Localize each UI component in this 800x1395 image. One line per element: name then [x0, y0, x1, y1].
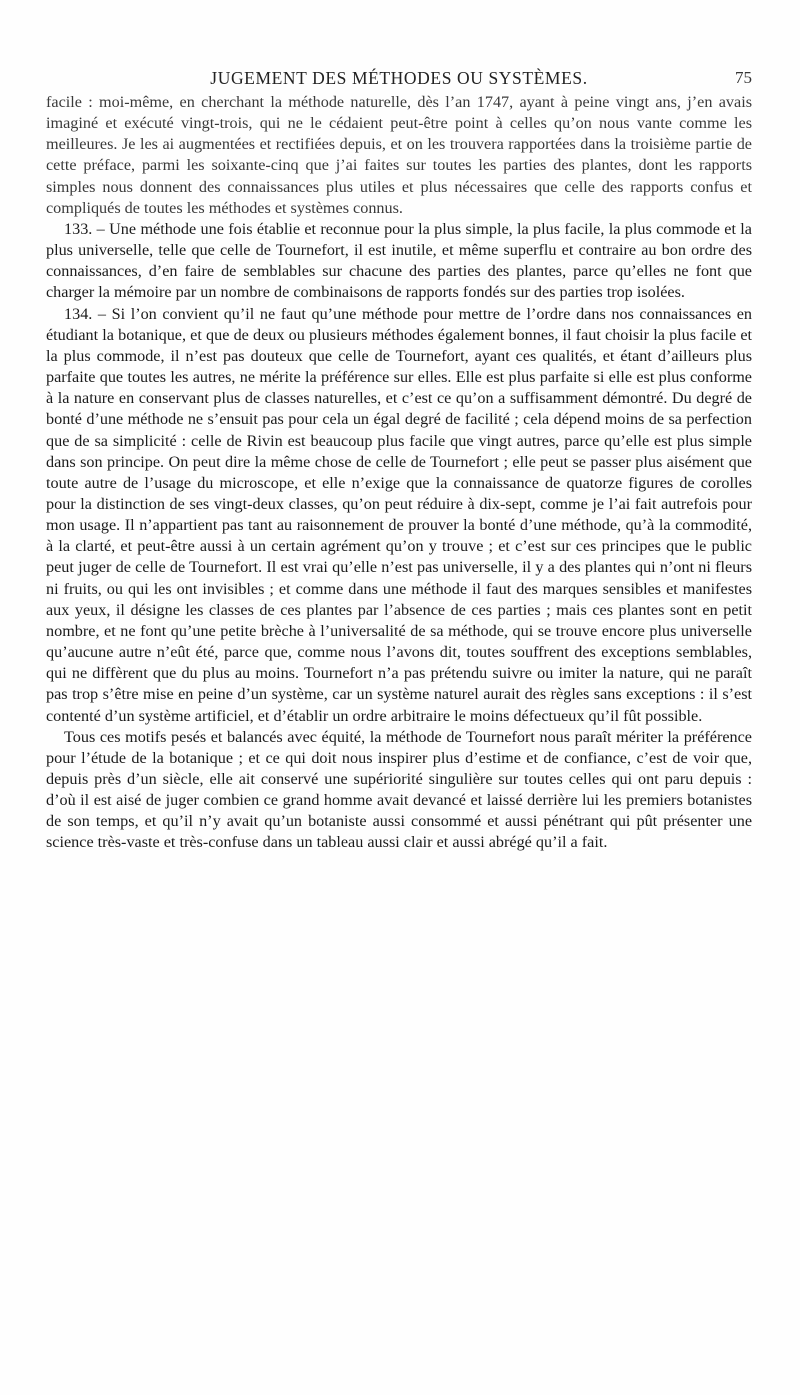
page-number: 75 [735, 68, 752, 87]
running-head [46, 68, 752, 90]
running-title: JUGEMENT DES MÉTHODES OU SYSTÈMES. [210, 68, 588, 88]
paragraph-continuation: facile : moi-même, en cherchant la méthode naturelle, dès l’an 1747, ayant à peine vingt ans, j’en avais imaginé et exécuté vingt-trois, qui ne le cédaient peut-être point à celles qu’on nous vante comme les meilleures. Je les ai augmentées et rectifiées depuis, et on les trouvera rapportées dans la troisième partie de cette préface, parmi les soixante-cinq que j’ai faites sur toutes les parties des plantes, dont les rapports simples nous donnent des connaissances plus utiles et plus nécessaires que celle des rapports confus et compliqués de toutes les méthodes et systèmes connus. [46, 93, 752, 217]
paragraph-conclusion: Tous ces motifs pesés et balancés avec équité, la méthode de Tournefort nous paraît mériter la préférence pour l’étude de la botanique ; et ce qui doit nous inspirer plus d’estime et de confiance, c’est de voir que, depuis près d’un siècle, elle ait conservé une supériorité singulière sur toutes celles qui ont paru depuis : d’où il est aisé de juger combien ce grand homme avait devancé et laissé derrière lui les premiers botanistes de son temps, et qu’il n’y avait qu’un botaniste aussi consommé et aussi pénétrant qui pût présenter une science très-vaste et très-confuse dans un tableau aussi clair et aussi abrégé qu’il a fait. [46, 727, 752, 852]
paragraph-133: 133. – Une méthode une fois établie et reconnue pour la plus simple, la plus facile, la plus commode et la plus universelle, telle que celle de Tournefort, il est inutile, et même superflu et contraire au bon ordre des connaissances, d’en faire de semblables sur chacune des parties des plantes, parce qu’elles ne font que charger la mémoire par un nombre de combinaisons de rapports fondés sur des parties trop isolées. [46, 219, 752, 302]
paragraph-134: 134. – Si l’on convient qu’il ne faut qu’une méthode pour mettre de l’ordre dans nos connaissances en étudiant la botanique, et que de deux ou plusieurs méthodes également bonnes, il faut choisir la plus facile et la plus commode, il n’est pas douteux que celle de Tournefort, ayant ces qualités, et étant d’ailleurs plus parfaite que toutes les autres, ne mérite la préférence sur elles. Elle est plus parfaite si elle est plus conforme à la nature en conservant plus de classes naturelles, et c’est ce qu’on a suffisamment démontré. Du degré de bonté d’une méthode ne s’ensuit pas pour cela un égal degré de facilité ; cela dépend moins de sa perfection que de sa simplicité : celle de Rivin est beaucoup plus facile que vingt autres, parce qu’elle est plus simple dans son principe. On peut dire la même chose de celle de Tournefort ; elle peut se passer plus aisément que toute autre de l’usage du microscope, et elle n’exige que la connaissance de quatorze figures de corolles pour la distinction de ses vingt-deux classes, qu’on peut réduire à dix-sept, comme je l’ai fait autrefois pour mon usage. Il n’appartient pas tant au raisonnement de prouver la bonté d’une méthode, qu’à la commodité, à la clarté, et peut-être aussi à un certain agrément qu’on y trouve ; et c’est sur ces principes que le public peut juger de celle de Tournefort. Il est vrai qu’elle n’est pas universelle, il y a des plantes qui n’ont ni fleurs ni fruits, ou qui les ont invisibles ; et comme dans une méthode il faut des marques sensibles et manifestes aux yeux, il désigne les classes de ces plantes par l’absence de ces parties ; mais ces plantes sont en petit nombre, et ne font qu’une petite brèche à l’universalité de sa méthode, qui se trouve encore plus universelle qu’aucune autre n’eût été, parce que, comme nous l’avons dit, toutes souffrent des exceptions semblables, qui ne diffèrent que du plus au moins. Tournefort n’a pas prétendu suivre ou imiter la nature, qui ne paraît pas trop s’être mise en peine d’un système, car un système naturel aurait des règles sans exceptions : il s’est contenté d’un système artificiel, et d’établir un ordre arbitraire le moins défectueux qu’il fût possible. [46, 304, 752, 725]
body-text [46, 92, 752, 854]
